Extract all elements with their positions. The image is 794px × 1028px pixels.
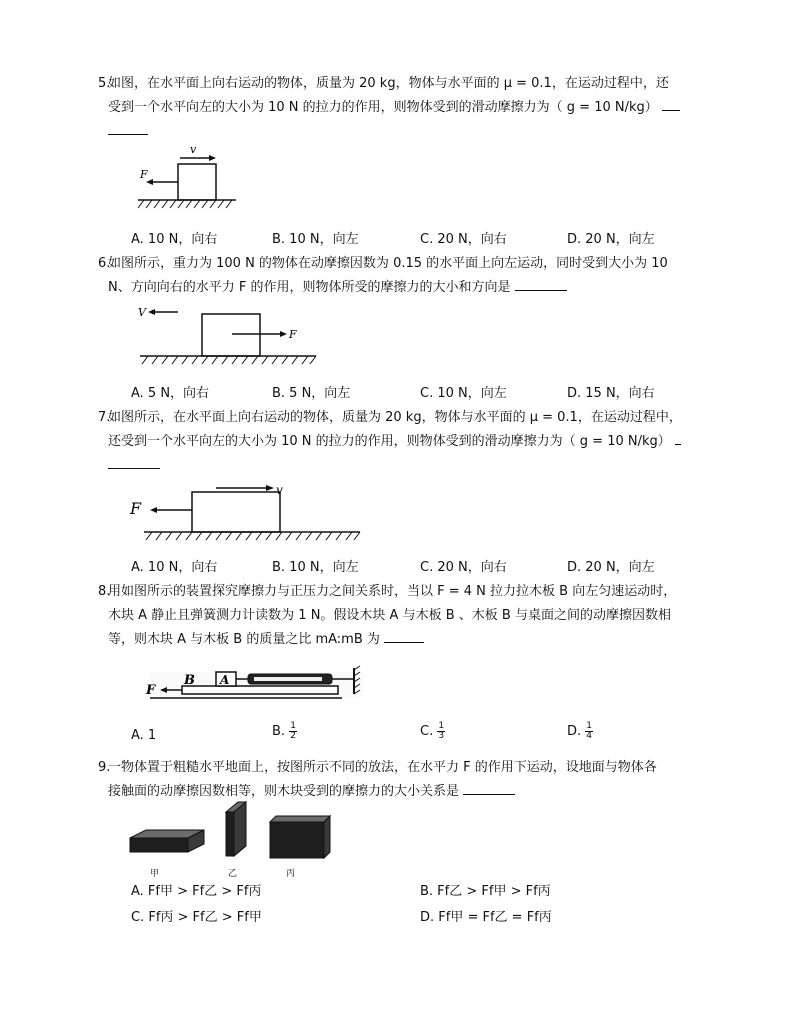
block-label: A [220, 673, 230, 687]
board-label: B [184, 673, 195, 688]
question-9-stem: 9. 一物体置于粗糙水平地面上，按图所示不同的放法，在水平力 F 的作用下运动，设地面与物体各 接触面的动摩擦因数相等，则木块受到的摩擦力的大小关系是 [98, 760, 657, 799]
answer-blank[interactable] [463, 780, 515, 795]
option-d[interactable]: D. 20 N，向左 [567, 560, 655, 575]
force-label: F [130, 499, 142, 518]
figure-q5-block-force-diagram [132, 140, 244, 214]
option-d[interactable]: D. $\frac{1}{4}$ [567, 721, 593, 741]
velocity-label: v [190, 143, 197, 156]
question-7 [98, 406, 728, 478]
option-d[interactable]: D. 20 N，向左 [567, 232, 655, 247]
fraction: $\frac{1}{4}$ [586, 721, 593, 741]
answer-blank[interactable] [515, 276, 567, 291]
option-d[interactable]: D. 15 N，向右 [567, 386, 655, 401]
option-c[interactable]: C. $\frac{1}{3}$ [420, 721, 445, 741]
option-d[interactable]: D. Ff甲 = Ff乙 = Ff丙 [420, 910, 552, 925]
question-8-stem: 8. 用如图所示的装置探究摩擦力与正压力之间关系时，当以 F = 4 N 拉力拉木板 B 向左匀速运动时， 木块 A 静止且弹簧测力计读数为 1 N。假设木块 A 与木板 B 、木板 B 与桌面之间的动摩擦因数相 等，则木块 A 与木板 B 的质量之比 mA:mB 为 [98, 584, 677, 647]
question-7-stem: 7. 如图所示，在水平面上向右运动的物体，质量为 20 kg，物体与水平面的 μ = 0.1，在运动过程中， 还受到一个水平向左的大小为 10 N 的拉力的作用，则物体受到的滑动摩擦力为（ g = 10 N/kg） [108, 406, 728, 478]
option-b[interactable]: B. 10 N，向左 [272, 232, 359, 247]
answer-blank[interactable] [384, 628, 424, 643]
figure-q6-block-force-diagram [136, 302, 320, 368]
option-b[interactable]: B. 10 N，向左 [272, 560, 359, 575]
force-label: F [289, 328, 297, 341]
figure-q7-block-force-diagram [128, 478, 368, 546]
fraction: $\frac{1}{2}$ [290, 721, 296, 741]
answer-blank[interactable] [662, 96, 680, 111]
option-c[interactable]: C. 10 N，向左 [420, 386, 507, 401]
option-a[interactable]: A. 10 N，向右 [131, 232, 218, 247]
question-6 [98, 252, 728, 300]
caption-bing: 丙 [286, 869, 296, 879]
figure-q8-spring-scale-apparatus [142, 660, 368, 704]
question-8 [98, 580, 728, 652]
velocity-label: v [276, 483, 283, 497]
answer-blank[interactable] [675, 430, 681, 445]
force-label: F [140, 168, 148, 181]
option-c[interactable]: C. 20 N，向右 [420, 232, 507, 247]
answer-blank[interactable] [108, 454, 160, 469]
figure-q9-block-placements [126, 800, 336, 864]
question-9 [98, 756, 728, 804]
option-b[interactable]: B. 5 N，向左 [272, 386, 351, 401]
question-6-stem: 6. 如图所示，重力为 100 N 的物体在动摩擦因数为 0.15 的水平面上向左运动，同时受到大小为 10 N、方向向右的水平力 F 的作用，则物体所受的摩擦力的大小和方向是 [98, 256, 668, 295]
question-5 [98, 72, 728, 144]
caption-jia: 甲 [150, 869, 160, 879]
option-a[interactable]: A. 1 [131, 728, 157, 743]
velocity-label: V [138, 306, 146, 319]
caption-yi: 乙 [228, 869, 238, 879]
option-c[interactable]: C. Ff丙 > Ff乙 > Ff甲 [131, 910, 262, 925]
option-b[interactable]: B. $\frac{1}{2}$ [272, 721, 296, 741]
option-b[interactable]: B. Ff乙 > Ff甲 > Ff丙 [420, 884, 551, 899]
force-label: F [146, 683, 156, 698]
question-5-stem: 5. 如图，在水平面上向右运动的物体，质量为 20 kg，物体与水平面的 μ = 0.1，在运动过程中，还 受到一个水平向左的大小为 10 N 的拉力的作用，则物体受到的滑动摩擦力为（ g = 10 N/kg） [108, 72, 728, 144]
answer-blank[interactable] [108, 120, 148, 135]
option-c[interactable]: C. 20 N，向右 [420, 560, 507, 575]
option-a[interactable]: A. 10 N，向右 [131, 560, 218, 575]
option-a[interactable]: A. Ff甲 > Ff乙 > Ff丙 [131, 884, 262, 899]
fraction: $\frac{1}{3}$ [438, 721, 445, 741]
option-a[interactable]: A. 5 N，向右 [131, 386, 210, 401]
